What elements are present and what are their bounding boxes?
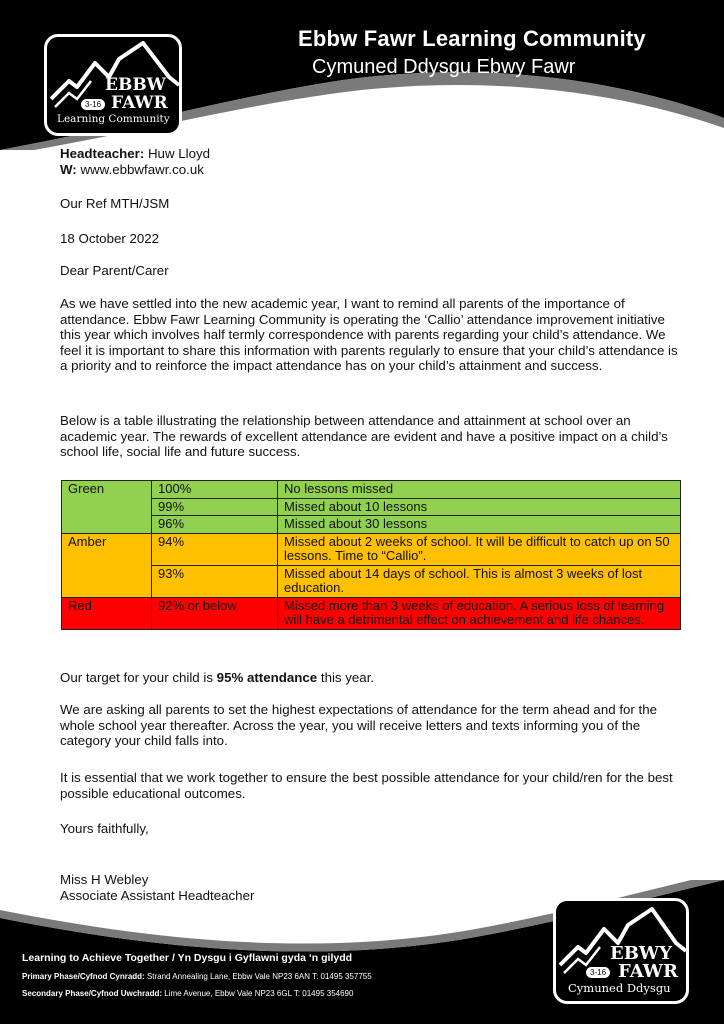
logo-age-badge: 3-16 bbox=[81, 99, 105, 110]
closing: Yours faithfully, bbox=[60, 821, 149, 836]
table-row bbox=[62, 516, 681, 534]
signatory-name: Miss H Webley bbox=[60, 872, 149, 887]
attendance-percent: 93% bbox=[152, 565, 278, 597]
letter-date: 18 October 2022 bbox=[60, 231, 160, 246]
attendance-description: Missed about 30 lessons bbox=[278, 516, 681, 534]
web-label: W: bbox=[60, 161, 77, 177]
category-green: Green bbox=[62, 481, 152, 534]
attendance-percent: 100% bbox=[152, 481, 278, 499]
logo-word-1: EBWY bbox=[610, 943, 672, 964]
header-title: Ebbw Fawr Learning Community bbox=[298, 26, 646, 51]
paragraph-expectations: We are asking all parents to set the highest expectations of attendance for the term ahead and for the whole school year thereafter. Across the year, you will receive letters and texts informing you of the category your child falls into. bbox=[60, 702, 658, 748]
attendance-description: Missed more than 3 weeks of education. A serious loss of learning will have a detrimental effect on achievement and life chances. bbox=[278, 597, 681, 629]
headteacher-name: Huw Lloyd bbox=[147, 146, 211, 161]
attendance-description: No lessons missed bbox=[278, 481, 681, 499]
headteacher-label: Headteacher: bbox=[60, 146, 145, 161]
table-row bbox=[62, 597, 681, 629]
footer-secondary-address: Secondary Phase/Cyfnod Uwchradd: Lime Avenue, Ebbw Vale NP23 6GL T: 01495 354690 bbox=[22, 989, 354, 998]
category-amber: Amber bbox=[62, 533, 152, 597]
target-value: 95% attendance bbox=[216, 670, 318, 685]
attendance-percent: 96% bbox=[152, 516, 278, 534]
header-subtitle: Cymuned Ddysgu Ebwy Fawr bbox=[312, 56, 576, 78]
logo-subtitle: Cymuned Ddysgu bbox=[568, 981, 671, 995]
attendance-percent: 94% bbox=[152, 533, 278, 565]
signatory-title: Associate Assistant Headteacher bbox=[60, 888, 255, 903]
table-row bbox=[62, 533, 681, 565]
logo-word-1: EBBW bbox=[105, 75, 166, 95]
footer-primary-address: Primary Phase/Cyfnod Cynradd: Strand Annealing Lane, Ebbw Vale NP23 6AN T: 01495 357755 bbox=[22, 972, 372, 981]
logo-subtitle: Learning Community bbox=[57, 113, 170, 125]
logo-age-badge: 3-16 bbox=[586, 967, 610, 978]
school-logo bbox=[44, 34, 182, 136]
school-logo-welsh bbox=[553, 898, 689, 1004]
salutation: Dear Parent/Carer bbox=[60, 263, 169, 278]
website-link[interactable]: www.ebbwfawr.co.uk bbox=[80, 161, 204, 177]
attendance-description: Missed about 14 days of school. This is almost 3 weeks of lost education. bbox=[278, 565, 681, 597]
table-row bbox=[62, 481, 681, 499]
table-row bbox=[62, 565, 681, 597]
attendance-description: Missed about 10 lessons bbox=[278, 498, 681, 516]
table-row bbox=[62, 498, 681, 516]
paragraph-table-intro: Below is a table illustrating the relationship between attendance and attainment at school over an academic year. The rewards of excellent attendance are evident and have a positive impact on a child’s school life, social life and future success. bbox=[60, 413, 668, 459]
paragraph-intro: As we have settled into the new academic year, I want to remind all parents of the importance of attendance. Ebbw Fawr Learning Community is operating the ‘Callio’ attendance improvement initiative this year which involves half termly correspondence with parents regarding your child’s attendance. We feel it is important to share this information with parents regularly to ensure that your child’s attendance is a priority and to reinforce the impact attendance has on your child’s attainment and success. bbox=[60, 296, 678, 373]
attendance-table bbox=[61, 480, 681, 630]
attendance-description: Missed about 2 weeks of school. It will be difficult to catch up on 50 lessons. Time to “Callio”. bbox=[278, 533, 681, 565]
target-statement: Our target for your child is 95% attendance this year. bbox=[60, 670, 375, 685]
footer-motto: Learning to Achieve Together / Yn Dysgu i Gyflawni gyda ‘n gilydd bbox=[22, 952, 353, 964]
paragraph-together: It is essential that we work together to ensure the best possible attendance for your child/ren for the best possible educational outcomes. bbox=[60, 770, 673, 801]
attendance-percent: 99% bbox=[152, 498, 278, 516]
attendance-percent: 92% or below bbox=[152, 597, 278, 629]
reference: Our Ref MTH/JSM bbox=[60, 196, 170, 211]
logo-word-2: FAWR bbox=[618, 961, 678, 982]
contact-block bbox=[60, 146, 688, 177]
category-red: Red bbox=[62, 597, 152, 629]
logo-word-2: FAWR bbox=[111, 93, 168, 113]
